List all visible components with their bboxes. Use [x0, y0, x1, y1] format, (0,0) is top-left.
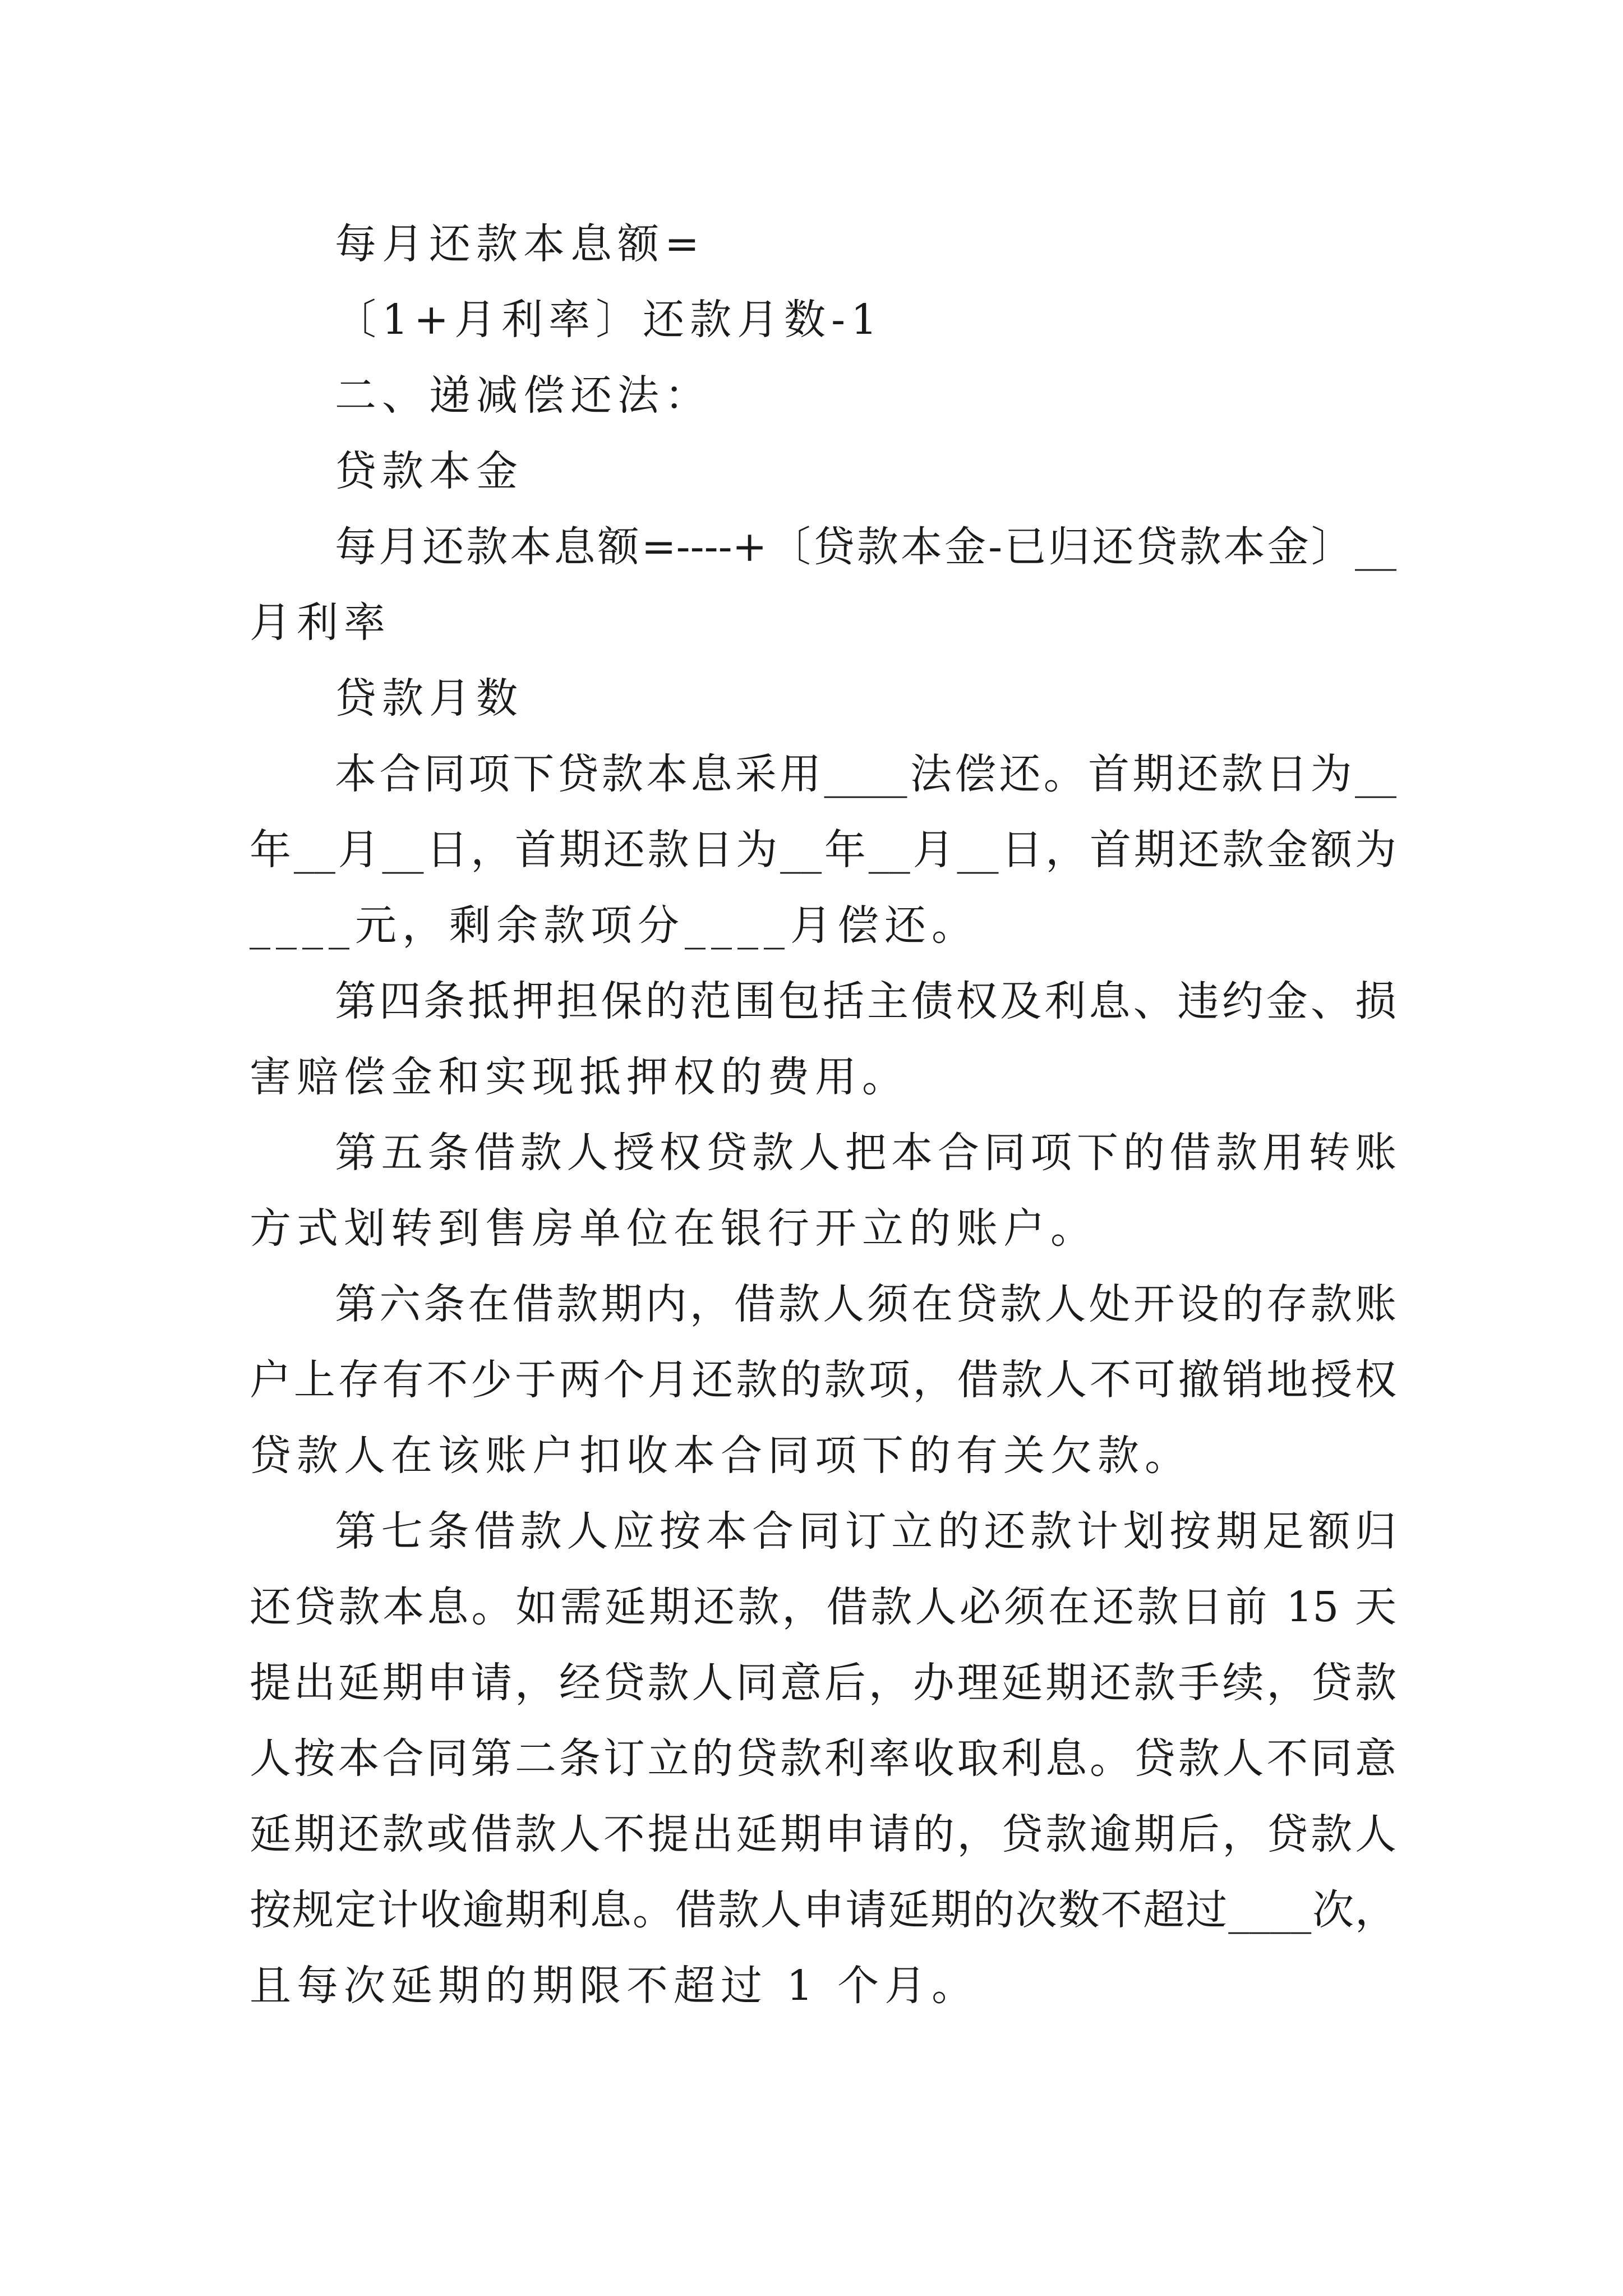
text-line: 按规定计收逾期利息。借款人申请延期的次数不超过____次， — [250, 1886, 1396, 1934]
text-line: 户上存有不少于两个月还款的款项，借款人不可撤销地授权 — [250, 1356, 1396, 1404]
text-line: 贷款人在该账户扣收本合同项下的有关欠款。 — [250, 1432, 1192, 1480]
text-line: 年__月__日，首期还款日为__年__月__日，首期还款金额为 — [250, 826, 1396, 874]
text-line: 每月还款本息额= — [335, 220, 706, 268]
text-line: 月利率 — [250, 599, 391, 647]
text-line: 人按本合同第二条订立的贷款利率收取利息。贷款人不同意 — [250, 1734, 1396, 1783]
text-line: 本合同项下贷款本息采用____法偿还。首期还款日为__ — [335, 750, 1396, 798]
text-line: 第七条借款人应按本合同订立的还款计划按期足额归 — [335, 1507, 1396, 1556]
text-line: 贷款月数 — [335, 674, 523, 723]
text-line: 每月还款本息额=----+〔贷款本金-已归还贷款本金〕__ — [335, 523, 1396, 571]
text-line: 延期还款或借款人不提出延期申请的，贷款逾期后，贷款人 — [250, 1810, 1396, 1858]
text-line: 方式划转到售房单位在银行开立的账户。 — [250, 1204, 1098, 1253]
text-line: 二、递减偿还法： — [335, 371, 712, 420]
text-line: 贷款本金 — [335, 447, 523, 495]
text-line: 〔1+月利率〕还款月数-1 — [335, 296, 883, 344]
text-line: 第四条抵押担保的范围包括主债权及利息、违约金、损 — [335, 977, 1396, 1025]
text-line: 提出延期申请，经贷款人同意后，办理延期还款手续，贷款 — [250, 1659, 1396, 1707]
text-line: 还贷款本息。如需延期还款，借款人必须在还款日前 15 天 — [250, 1583, 1396, 1631]
text-line: 第六条在借款期内，借款人须在贷款人处开设的存款账 — [335, 1280, 1396, 1328]
text-line: 且每次延期的期限不超过 1 个月。 — [250, 1962, 979, 2010]
text-line: ____元，剩余款项分____月偿还。 — [250, 901, 979, 950]
text-line: 第五条借款人授权贷款人把本合同项下的借款用转账 — [335, 1129, 1396, 1177]
text-line: 害赔偿金和实现抵押权的费用。 — [250, 1053, 909, 1101]
